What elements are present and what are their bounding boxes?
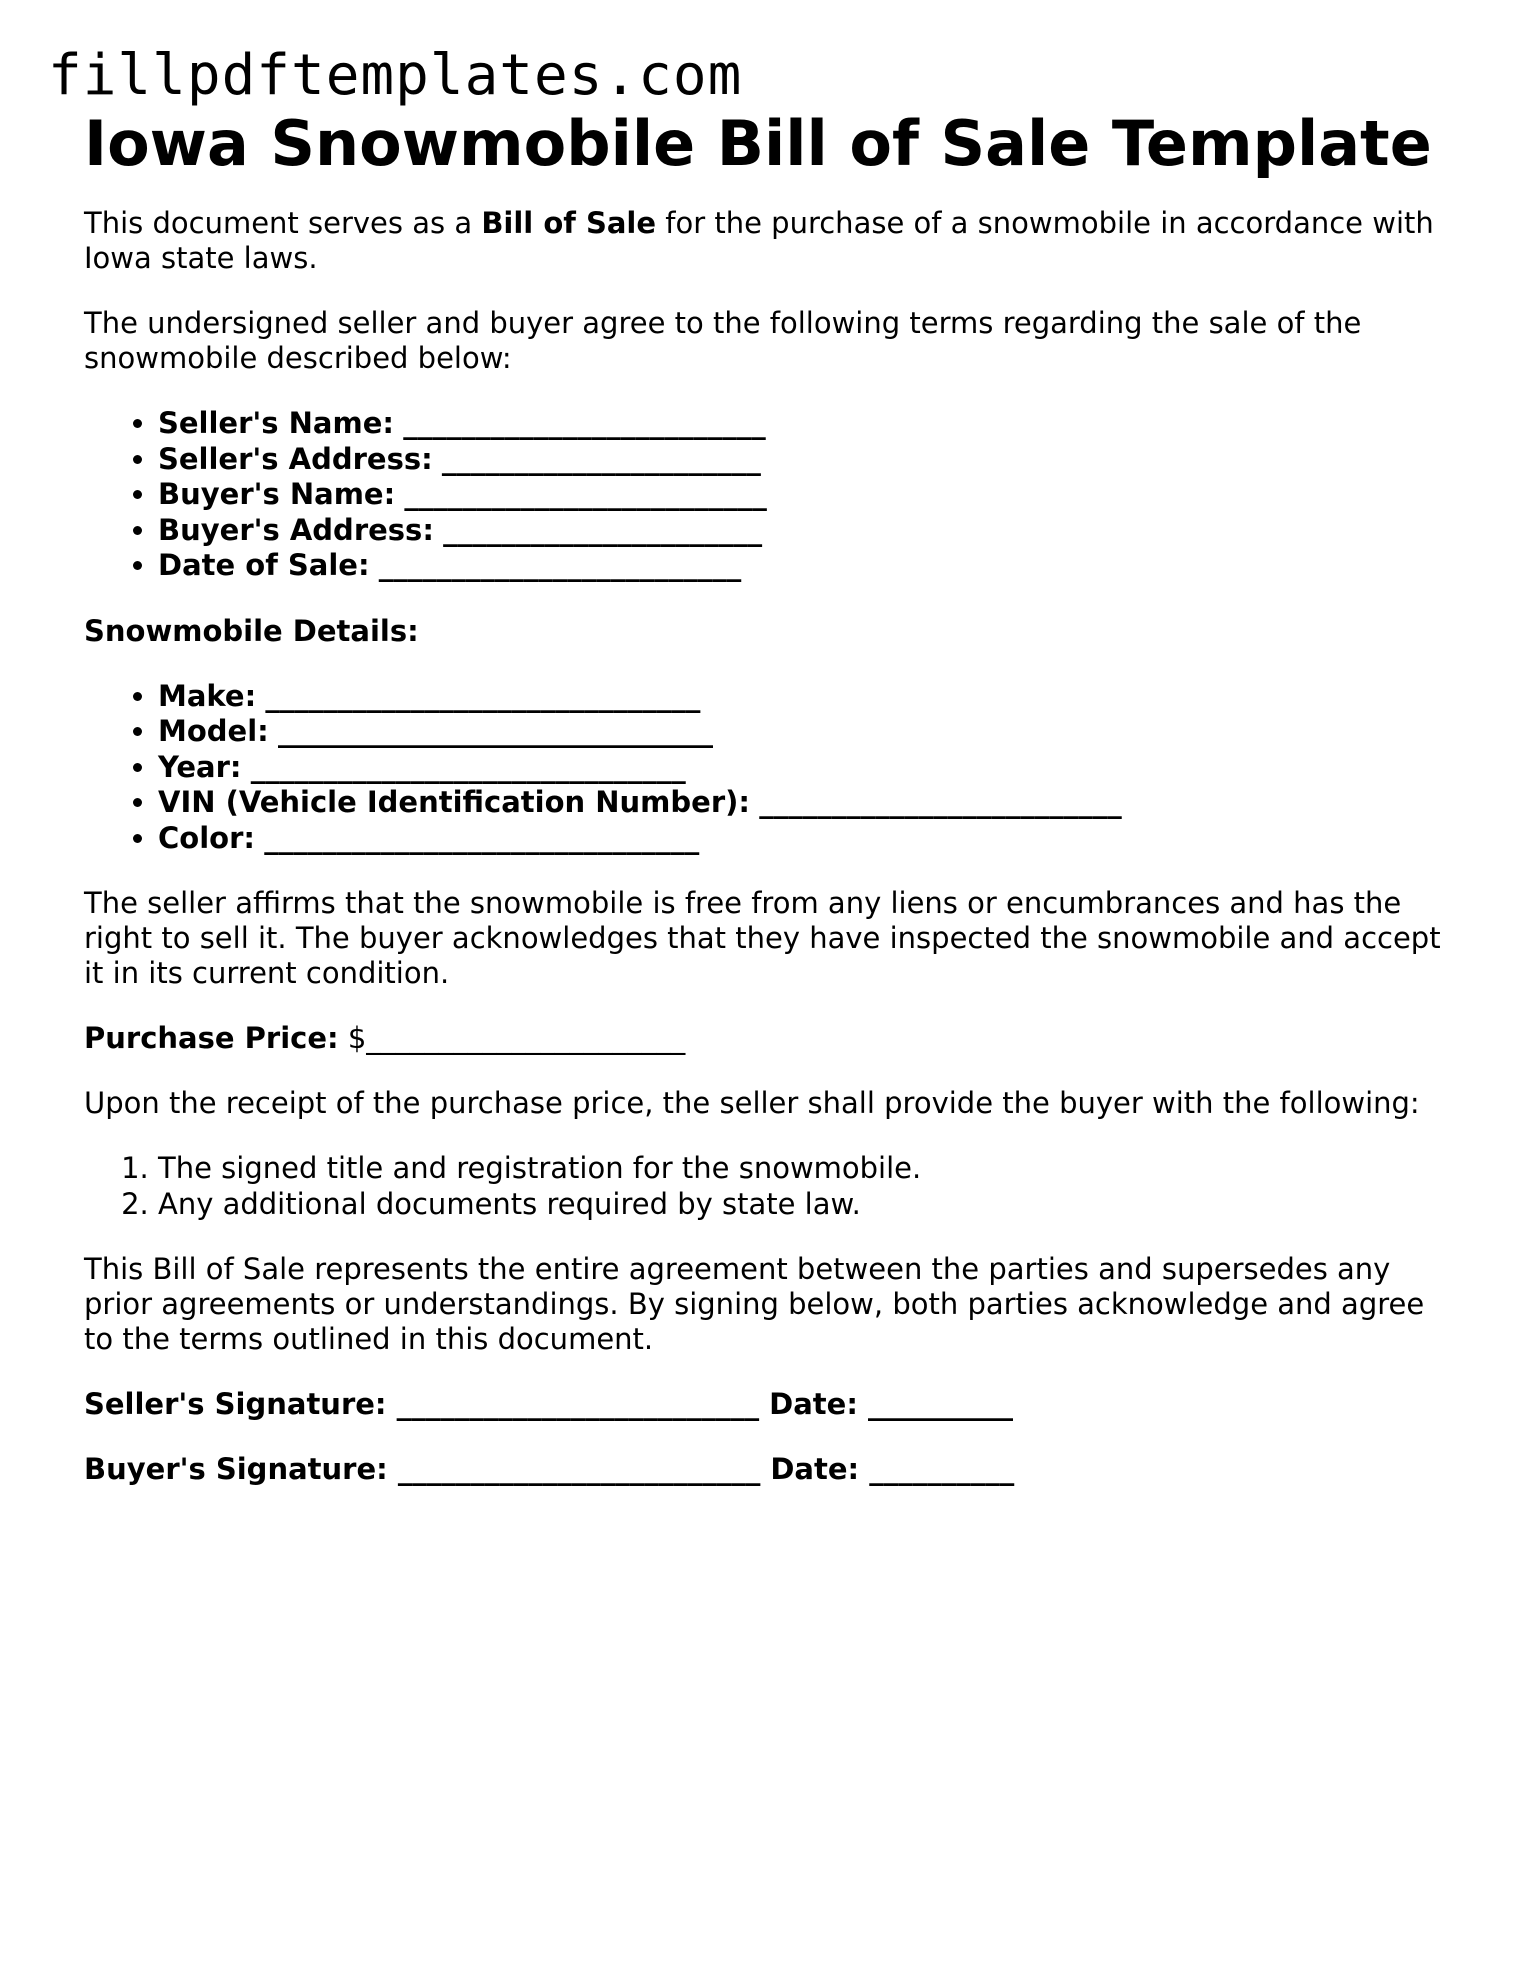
document-title: Iowa Snowmobile Bill of Sale Template <box>84 107 1432 180</box>
field-label: Buyer's Name: <box>158 477 396 511</box>
fill-in-blank[interactable]: ______________________________ <box>264 820 700 855</box>
purchase-price-blank[interactable]: $______________________ <box>347 1021 686 1055</box>
intro-bold-term: Bill of Sale <box>481 206 657 240</box>
field-label: Date of Sale: <box>158 548 370 582</box>
details-heading: Snowmobile Details: <box>84 613 419 648</box>
fill-in-blank[interactable]: ______________________________ <box>250 749 686 784</box>
field-label: Buyer's Address: <box>158 512 434 547</box>
field-year[interactable] <box>158 750 1444 786</box>
field-label: Model: <box>158 714 269 748</box>
field-label: Seller's Name: <box>158 406 394 440</box>
field-buyer-name[interactable] <box>158 477 1444 513</box>
field-model[interactable] <box>158 714 1444 750</box>
purchase-price-label: Purchase Price: <box>84 1021 339 1055</box>
terms-intro-paragraph: The undersigned seller and buyer agree to the following terms regarding the sale of the snowmobile described below: <box>84 306 1362 375</box>
receipt-intro-paragraph: Upon the receipt of the purchase price, the seller shall provide the buyer with the following: <box>84 1086 1420 1120</box>
date-label: Date: <box>769 1387 858 1421</box>
buyer-signature-line[interactable] <box>84 1452 1444 1487</box>
date-blank[interactable]: __________ <box>868 1387 1014 1421</box>
entire-agreement-paragraph: This Bill of Sale represents the entire agreement between the parties and supersedes any prior agreements or understandings. By signing below, both parties acknowledge and agree to the terms outlined in this document. <box>84 1252 1425 1356</box>
field-seller-address[interactable] <box>158 442 1444 478</box>
affirmation-paragraph: The seller affirms that the snowmobile is free from any liens or encumbrances and has the right to sell it. The buyer acknowledges that they have inspected the snowmobile and accept it in its current condition. <box>84 886 1441 990</box>
field-buyer-address[interactable] <box>158 513 1444 549</box>
field-vin[interactable] <box>158 785 1444 821</box>
field-label: Make: <box>158 678 257 713</box>
field-label: Color: <box>158 820 255 855</box>
document-page <box>84 104 1444 1487</box>
field-label: VIN (Vehicle Identification Number): <box>158 785 750 819</box>
intro-text-after: for the purchase of a snowmobile in accordance with Iowa state laws. <box>84 206 1434 275</box>
intro-paragraph <box>84 206 1444 276</box>
purchase-price-line[interactable] <box>84 1021 1444 1056</box>
date-blank[interactable]: __________ <box>869 1452 1015 1486</box>
detail-fields-list <box>84 679 1444 857</box>
fill-in-blank[interactable]: ______________________________ <box>265 678 701 713</box>
watermark: fillpdftemplates.com <box>48 43 743 108</box>
intro-text-before: This document serves as a <box>84 206 482 240</box>
date-label: Date: <box>770 1452 860 1486</box>
seller-signature-line[interactable] <box>84 1387 1444 1422</box>
fill-in-blank[interactable]: _________________________ <box>403 406 766 440</box>
receipt-item: 1. The signed title and registration for the snowmobile. <box>158 1151 1444 1187</box>
signature-blank[interactable]: _________________________ <box>397 1452 761 1486</box>
signature-label: Seller's Signature: <box>84 1387 387 1421</box>
fill-in-blank[interactable]: ______________________ <box>441 441 761 476</box>
party-fields-list <box>84 406 1444 584</box>
fill-in-blank[interactable]: ______________________ <box>443 512 763 547</box>
field-make[interactable] <box>158 679 1444 715</box>
field-date-of-sale[interactable] <box>158 548 1444 584</box>
fill-in-blank[interactable]: _________________________ <box>404 477 767 511</box>
field-label: Seller's Address: <box>158 441 433 476</box>
fill-in-blank[interactable]: ______________________________ <box>277 714 713 748</box>
field-label: Year: <box>158 749 242 784</box>
signature-label: Buyer's Signature: <box>84 1452 388 1486</box>
field-seller-name[interactable] <box>158 406 1444 442</box>
receipt-item: 2. Any additional documents required by state law. <box>158 1187 1444 1223</box>
fill-in-blank[interactable]: _________________________ <box>759 785 1122 819</box>
signature-blank[interactable]: _________________________ <box>396 1387 760 1421</box>
receipt-items-list <box>84 1151 1444 1222</box>
fill-in-blank[interactable]: _________________________ <box>378 548 742 582</box>
field-color[interactable] <box>158 821 1444 857</box>
